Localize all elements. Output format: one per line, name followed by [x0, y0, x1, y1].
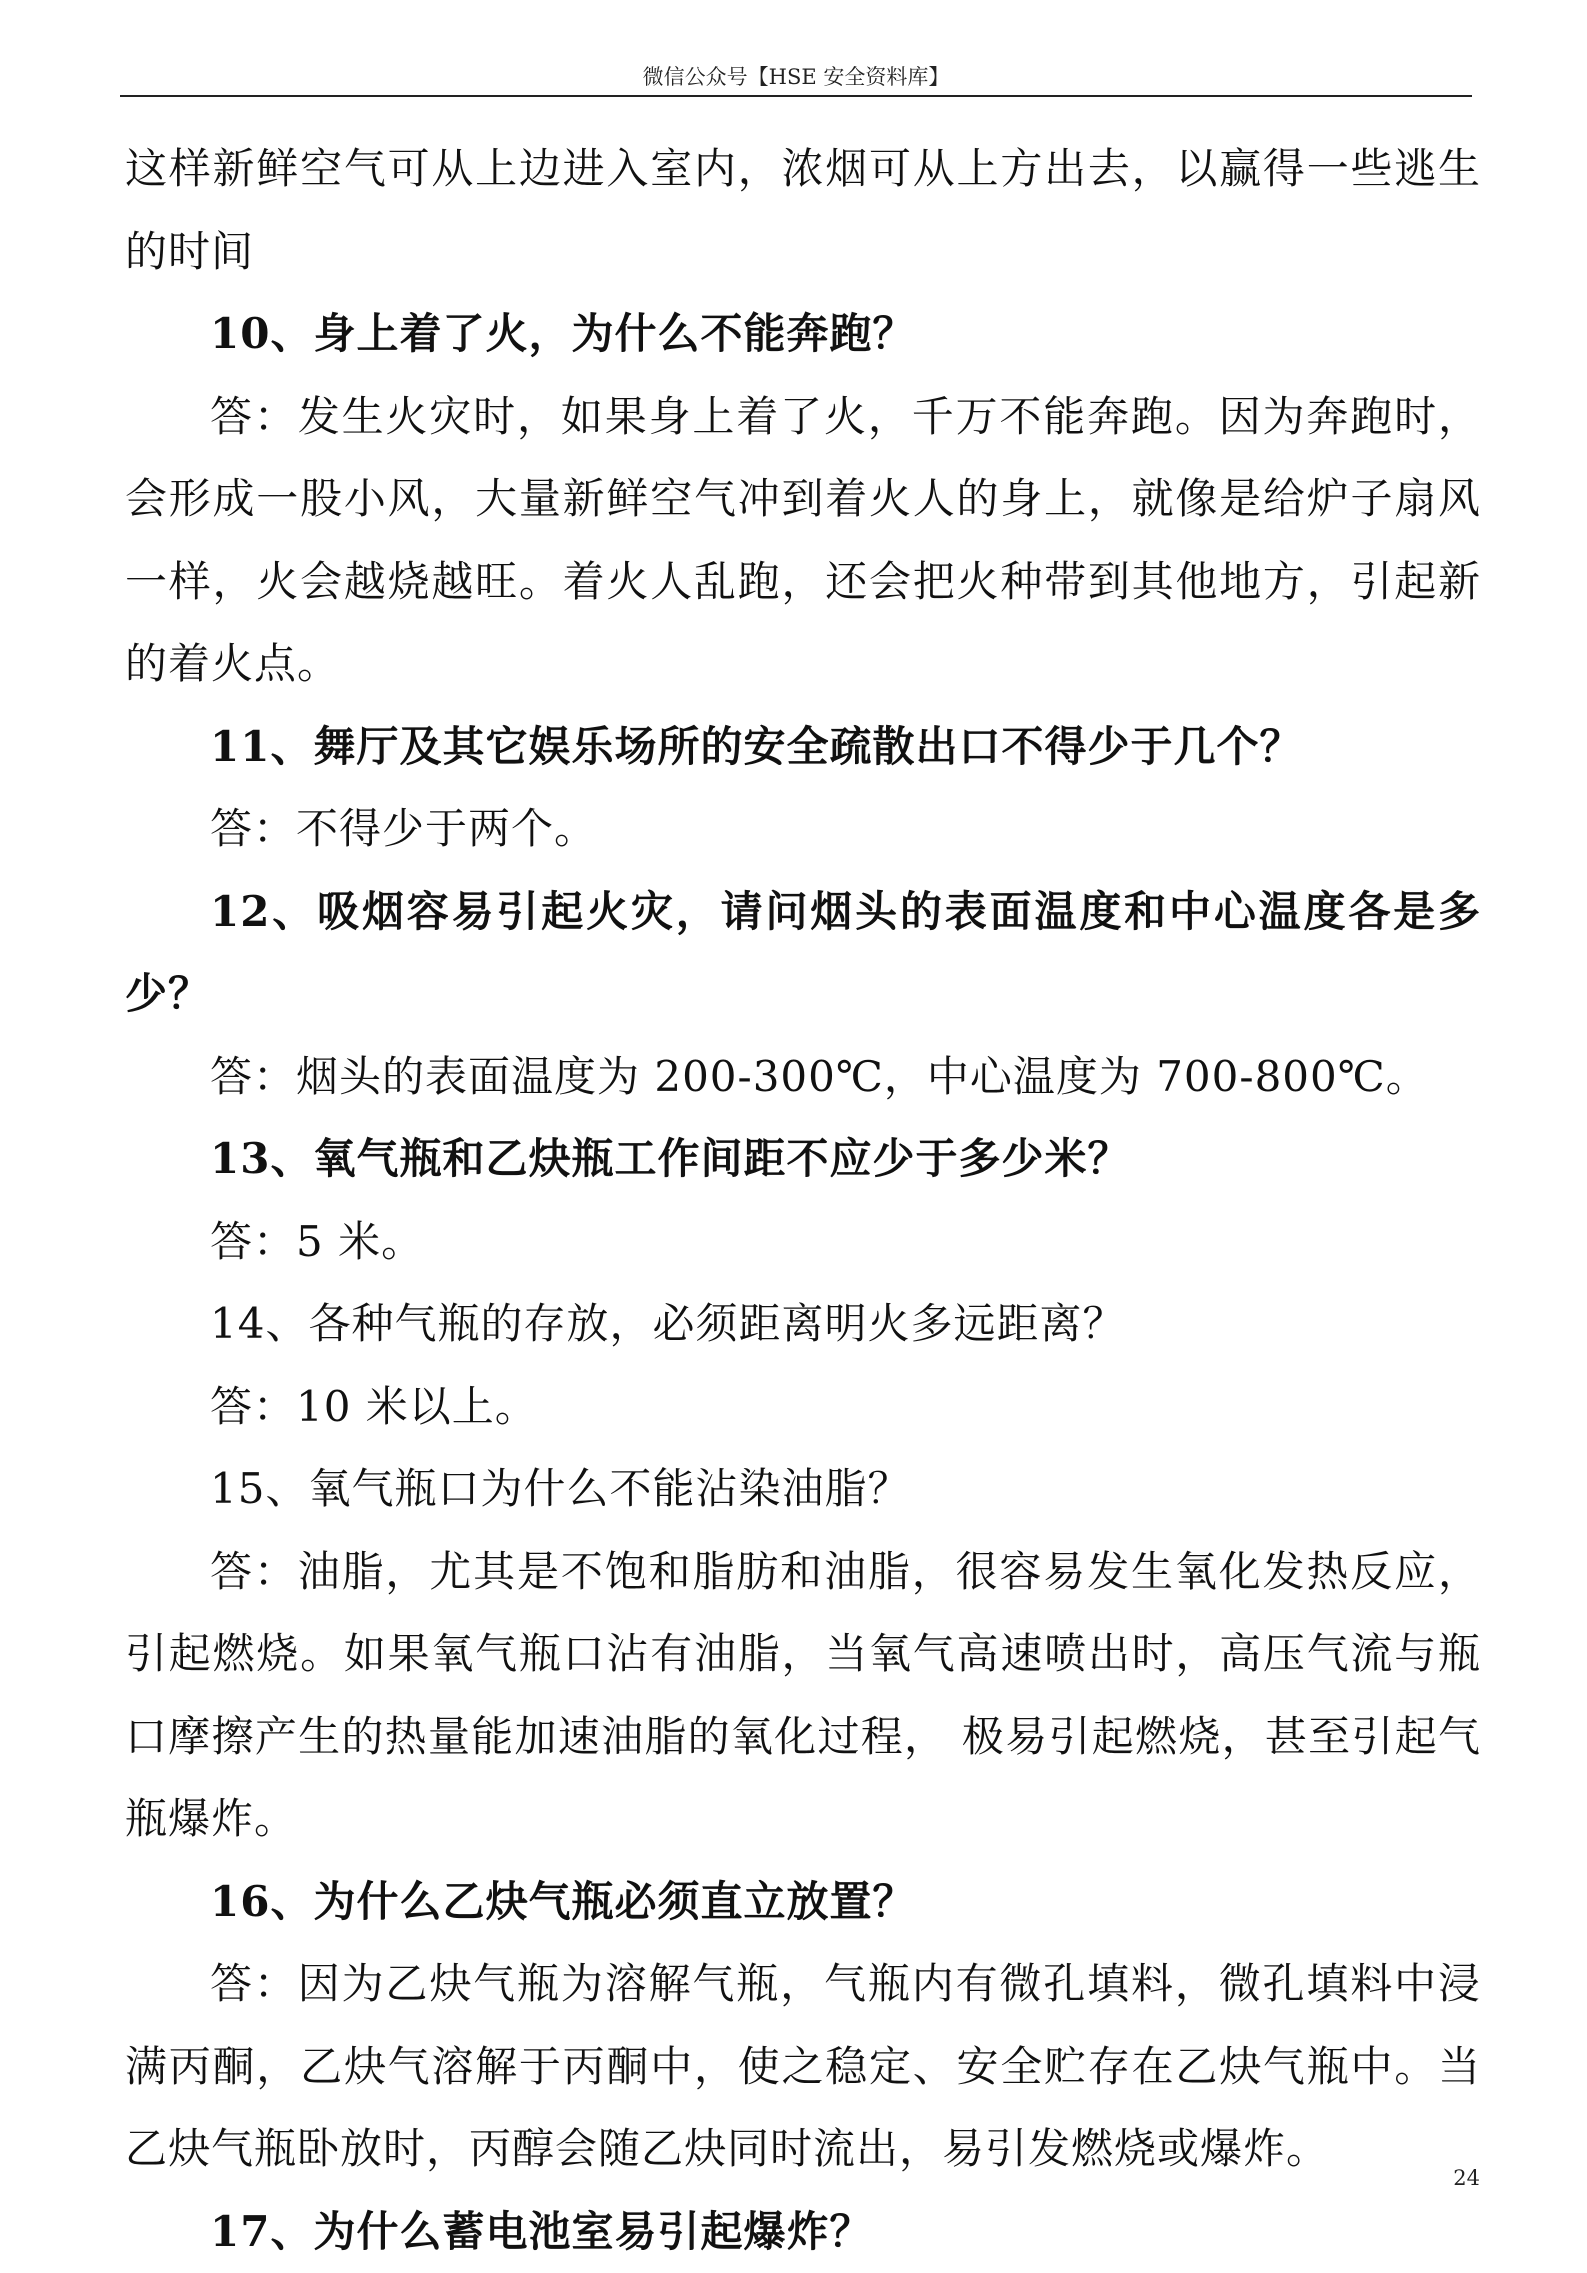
question-13: 13、氧气瓶和乙炔瓶工作间距不应少于多少米？	[125, 1118, 1481, 1201]
question-16: 16、为什么乙炔气瓶必须直立放置？	[125, 1861, 1481, 1944]
page-number: 24	[1440, 2163, 1480, 2193]
answer-13: 答：5 米。	[125, 1201, 1481, 1284]
answer-12: 答：烟头的表面温度为 200-300℃，中心温度为 700-800℃。	[125, 1036, 1481, 1119]
continued-answer-paragraph: 这样新鲜空气可从上边进入室内，浓烟可从上方出去，以赢得一些逃生的时间	[125, 128, 1481, 293]
question-11: 11、舞厅及其它娱乐场所的安全疏散出口不得少于几个？	[125, 706, 1481, 789]
answer-14: 答：10 米以上。	[125, 1366, 1481, 1449]
answer-15: 答：油脂，尤其是不饱和脂肪和油脂，很容易发生氧化发热反应，引起燃烧。如果氧气瓶口沾有油脂，当氧气高速喷出时，高压气流与瓶口摩擦产生的热量能加速油脂的氧化过程， 极易引起燃烧，甚至引起气瓶爆炸。	[125, 1531, 1481, 1861]
answer-16: 答：因为乙炔气瓶为溶解气瓶，气瓶内有微孔填料，微孔填料中浸满丙酮，乙炔气溶解于丙酮中，使之稳定、安全贮存在乙炔气瓶中。当乙炔气瓶卧放时，丙醇会随乙炔同时流出，易引发燃烧或爆炸。	[125, 1943, 1481, 2191]
question-14: 14、各种气瓶的存放，必须距离明火多远距离？	[125, 1283, 1481, 1366]
question-10: 10、身上着了火，为什么不能奔跑？	[125, 293, 1481, 376]
question-17: 17、为什么蓄电池室易引起爆炸？	[125, 2191, 1481, 2273]
question-15: 15、氧气瓶口为什么不能沾染油脂？	[125, 1448, 1481, 1531]
page-header: 微信公众号【HSE 安全资料库】	[120, 62, 1472, 92]
header-divider	[120, 95, 1472, 97]
answer-11: 答：不得少于两个。	[125, 788, 1481, 871]
document-body	[125, 128, 1481, 2273]
answer-10: 答：发生火灾时，如果身上着了火，千万不能奔跑。因为奔跑时，会形成一股小风，大量新鲜空气冲到着火人的身上，就像是给炉子扇风一样，火会越烧越旺。着火人乱跑，还会把火种带到其他地方，引起新的着火点。	[125, 376, 1481, 706]
question-12: 12、吸烟容易引起火灾，请问烟头的表面温度和中心温度各是多少？	[125, 871, 1481, 1036]
